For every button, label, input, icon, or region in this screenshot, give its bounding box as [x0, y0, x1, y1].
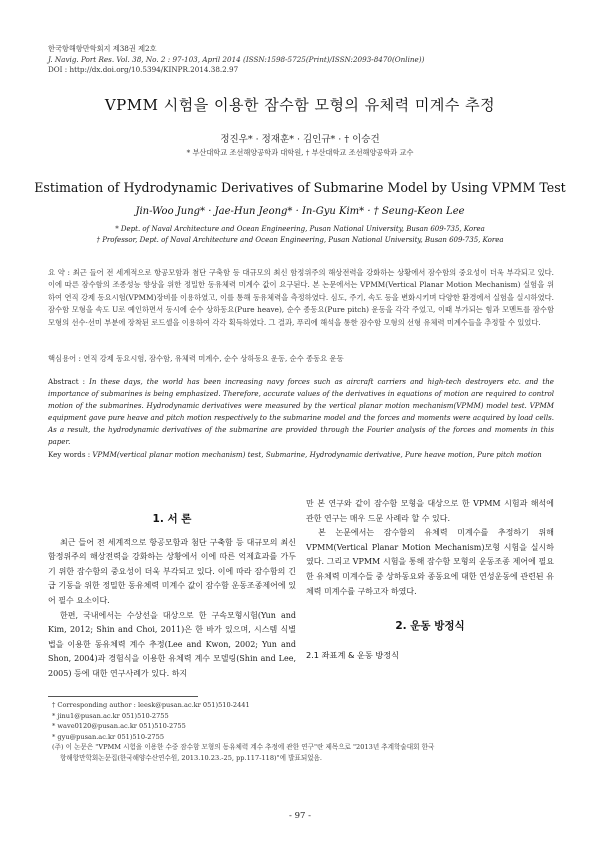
section-2-heading: 2. 운동 방정식: [395, 620, 465, 633]
section-1-paragraph-1: 최근 들어 전 세계적으로 항공모함과 첨단 구축함 등 대규모의 최신 함정위주의 해상전력을 강화하는 상황에서 이에 따른 억제효과를 가두기 위한 잠수함의 중요성이 더욱 부각되고 있다. 이에 따라 잠수함의 긴급 기동을 위한 정밀한 동유체력 미계수 값이 잠수함 운동조종제어에 있어 필수 요소이다.: [48, 537, 296, 605]
right-column: [306, 497, 554, 662]
abstract-english-label: Abstract :: [48, 377, 86, 386]
footnote-note-line-2: 항해항만학회논문집(한국해양수산연수원, 2013.10.23.-25, pp.117-118)"에 발표되었음.: [60, 753, 323, 762]
abstract-korean: [48, 267, 554, 329]
keywords-english: [48, 450, 554, 459]
footnote-author-1: * jinu1@pusan.ac.kr 051)510-2755: [52, 711, 169, 720]
abstract-korean-text: 최근 들어 전 세계적으로 항공모함과 첨단 구축함 등 대규모의 최신 함정위주의 해상전력을 강화하는 상황에서 잠수함의 중요성이 더욱 부각되고 있다. 이에 따른 잠수함의 조종성능 향상을 위한 정밀한 동유체력 미계수 값이 요구된다. 본 논문에서는 VPMM(Vertical Planar Motion Mechanism) 실험을 위하여 연직 강제 동요시험(VPMM)장비를 이용하였고, 이를 통해 동유체력을 측정하였다. 심도, 주기, 속도 등을 변화시키며 다양한 환경에서 실험을 실시하였다. 잠수함 모형을 속도 U로 예인하면서 동시에 순수 상하동요(Pure heave), 순수 종동요(Pure pitch) 운동을 각각 주었고, 이때 부가되는 힘과 모멘트를 잠수함 모형의 선수·선미 부분에 장착된 로드셀을 이용하여 각각 획득하였다. 그 결과, 푸리에 해석을 통한 잠수함 모형의 선형 유체력 미계수들을 추정할 수 있었다.: [48, 268, 554, 327]
abstract-english-text: In these days, the world has been increasing navy forces such as aircraft carriers and high-tech destroyers etc. and the importance of submarines is being emphasized. Therefore, accurate values of the derivatives in equations of motion are required to control motion of the submarines. Hydrodynamic derivatives were measured by the vertical planar motion mechanism(VPMM) model test. VPMM equipment gave pure heave and pitch motion respectively to the submarine model and the forces and moments were acquired by load cells. As a result, the hydrodynamic derivatives of the submarine are provided through the Fourier analysis of the forces and moments in this paper.: [48, 377, 554, 447]
footnotes: [52, 700, 554, 764]
footnote-note-line-1: (주) 이 논문은 "VPMM 시험을 이용한 수중 잠수함 모형의 동유체력 계수 추정에 관한 연구"란 제목으로 "2013년 추계학술대회 한국: [52, 743, 435, 752]
affiliation-korean: * 부산대학교 조선해양공학과 대학원, † 부산대학교 조선해양공학과 교수: [186, 148, 414, 157]
footnote-author-3: * gyu@pusan.ac.kr 051)510-2755: [52, 732, 165, 741]
footnote-divider: [48, 696, 198, 697]
authors-english: Jin-Woo Jung* · Jae-Hun Jeong* · In-Gyu Kim* · † Seung-Keon Lee: [135, 206, 465, 217]
section-1-heading: 1. 서 론: [152, 513, 192, 525]
keywords-english-label: Key words :: [48, 450, 91, 459]
abstract-korean-label: 요 약 :: [48, 268, 70, 277]
abstract-english: [48, 376, 554, 449]
section-1-paragraph-2: 한편, 국내에서는 수상선을 대상으로 한 구속모형시험(Yun and Kim, 2012; Shin and Choi, 2011)은 한 바가 있으며, 시스템 식별법을 이용한 동유체력 계수 추정(Lee and Kwon, 2002; Yun and Shon, 2004)과 경험식을 이용한 유체력 계수 모델링(Shin and Lee, 2005) 등에 대한 연구사례가 있다. 하지: [48, 610, 296, 678]
left-column: [48, 512, 296, 682]
affiliation-english-2: † Professor, Dept. of Naval Architecture and Ocean Engineering, Pusan National University, Busan 609-735, Korea: [96, 235, 504, 244]
right-column-paragraph-1: 만 본 연구와 같이 잠수함 모형을 대상으로 한 VPMM 시험과 해석에 관한 연구는 매우 드문 사례라 할 수 있다.: [306, 499, 554, 523]
affiliation-english-1: * Dept. of Naval Architecture and Ocean Engineering, Pusan National University, Busan 609-735, Korea: [115, 225, 485, 233]
keywords-korean: 핵심용어 : 연직 강제 동요시험, 잠수함, 유체력 미계수, 순수 상하동요 운동, 순수 종동요 운동: [48, 354, 344, 363]
journal-citation: J. Navig. Port Res. Vol. 38, No. 2 : 97-103, April 2014 (ISSN:1598-5725(Print)/ISSN:2093-8470(Online)): [48, 54, 425, 64]
footnote-author-2: * wave0120@pusan.ac.kr 051)510-2755: [52, 722, 186, 731]
title-korean: VPMM 시험을 이용한 잠수함 모형의 유체력 미계수 추정: [104, 96, 496, 114]
authors-korean: 정진우* · 정재훈* · 김인규* · † 이승건: [220, 134, 380, 145]
affiliation-english: [0, 224, 600, 245]
right-column-paragraph-2: 본 논문에서는 잠수함의 유체력 미계수를 추정하기 위해 VPMM(Vertical Planar Motion Mechanism)모형 시험을 실시하였다. 그리고 VPMM 시험을 통해 잠수함 모형의 운동조종 제어에 필요한 유체력 미계수들 중 상하동요와 종동요에 대한 연성운동에 관련된 유체력 미계수를 구하고자 하였다.: [306, 528, 554, 596]
section-2-1-heading: 2.1 좌표계 & 운동 방정식: [306, 649, 400, 660]
keywords-english-text: VPMM(vertical planar motion mechanism) test, Submarine, Hydrodynamic derivative, Pure heave motion, Pure pitch motion: [92, 450, 542, 459]
title-english: Estimation of Hydrodynamic Derivatives of Submarine Model by Using VPMM Test: [34, 180, 566, 195]
footnote-corresponding: † Corresponding author : leesk@pusan.ac.kr 051)510-2441: [52, 701, 250, 709]
journal-name: 한국항해항만학회지 제38권 제2호: [48, 44, 157, 53]
journal-info: [48, 44, 424, 76]
page-number: - 97 -: [289, 811, 311, 821]
journal-doi[interactable]: DOI : http://dx.doi.org/10.5394/KINPR.2014.38.2.97: [48, 65, 239, 74]
